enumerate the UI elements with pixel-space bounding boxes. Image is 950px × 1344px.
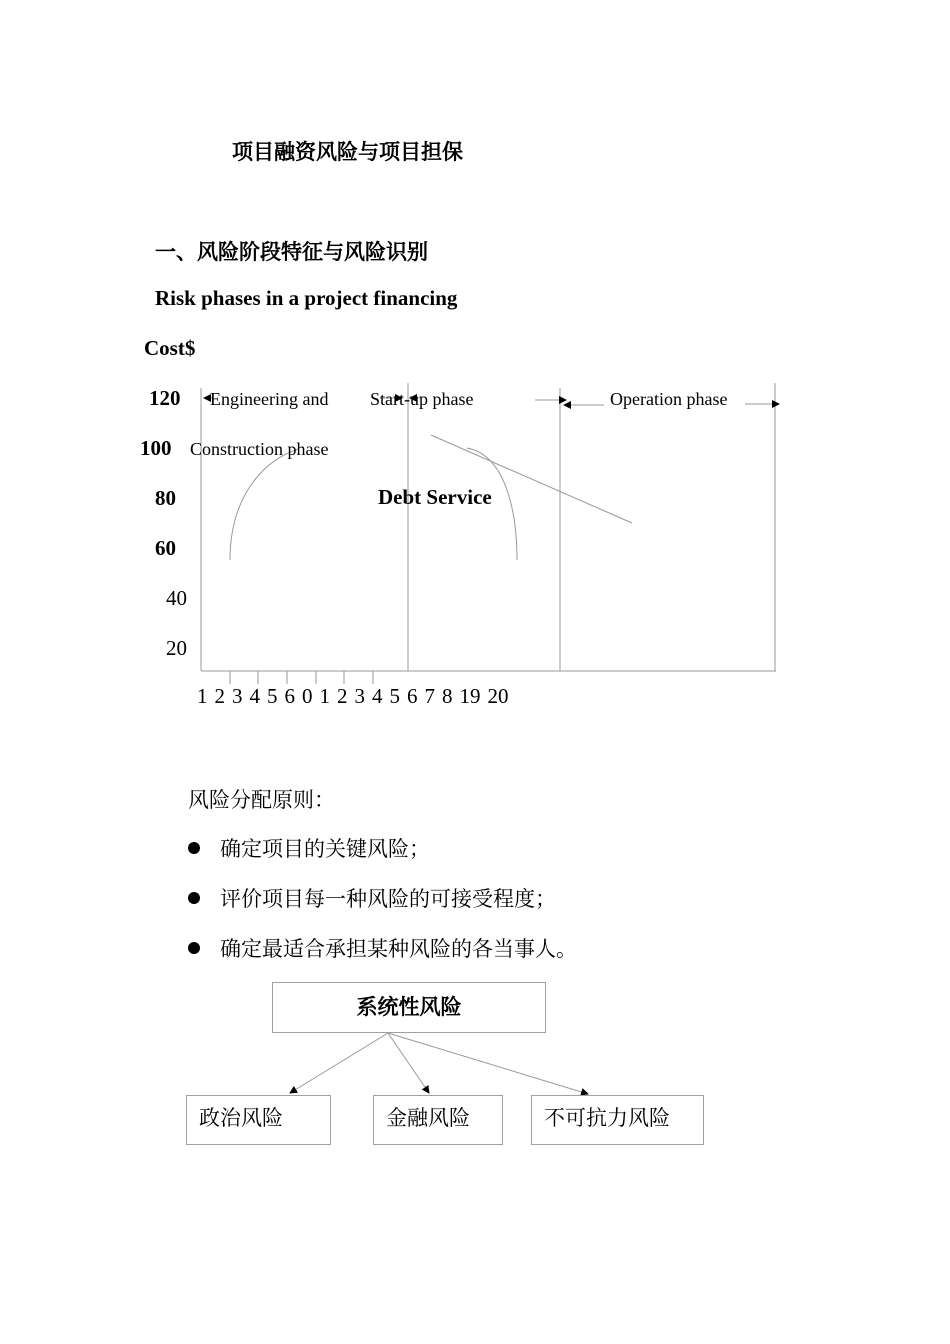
risk-root-label: 系统性风险 (356, 994, 462, 1019)
section-heading: 一、风险阶段特征与风险识别 (155, 239, 428, 264)
x-tick-marks (230, 671, 373, 684)
principle-item (188, 933, 577, 963)
x-tick: 0 (302, 684, 313, 708)
construction-cost-curve (230, 449, 298, 560)
x-tick: 2 (214, 684, 225, 708)
x-tick-labels (197, 684, 516, 709)
risk-child-force-majeure (531, 1095, 704, 1145)
phase-label-startup: Start-up phase (370, 389, 474, 409)
x-tick: 3 (232, 684, 243, 708)
phase-label-operation: Operation phase (610, 389, 728, 409)
principle-item (188, 833, 430, 863)
risk-root-box (272, 982, 546, 1033)
risk-child-label: 不可抗力风险 (544, 1106, 670, 1130)
figure-subtitle: Risk phases in a project financing (155, 286, 458, 310)
bullet-dot-icon (188, 942, 200, 954)
x-tick: 19 (459, 684, 481, 708)
x-tick: 8 (442, 684, 453, 708)
y-tick-120: 120 (149, 386, 181, 410)
document-title: 项目融资风险与项目担保 (232, 139, 463, 164)
risk-child-label: 金融风险 (386, 1106, 470, 1130)
risk-child-financial (373, 1095, 503, 1145)
x-tick: 5 (389, 684, 400, 708)
principle-text: 确定项目的关键风险； (220, 837, 430, 861)
phase-label-construction: Construction phase (190, 439, 329, 459)
risk-child-label: 政治风险 (199, 1106, 283, 1130)
x-tick: 2 (337, 684, 348, 708)
bullet-dot-icon (188, 892, 200, 904)
y-tick-80: 80 (155, 486, 176, 510)
x-tick: 4 (372, 684, 383, 708)
x-tick: 5 (267, 684, 278, 708)
y-tick-20: 20 (166, 636, 187, 660)
x-tick: 7 (424, 684, 435, 708)
y-axis-label: Cost$ (144, 336, 196, 360)
principle-text: 评价项目每一种风险的可接受程度； (220, 887, 556, 911)
risk-child-political (186, 1095, 331, 1145)
y-tick-60: 60 (155, 536, 176, 560)
x-tick: 20 (487, 684, 509, 708)
x-tick: 6 (284, 684, 295, 708)
x-tick: 4 (249, 684, 260, 708)
principles-heading: 风险分配原则： (188, 788, 335, 812)
principle-text: 确定最适合承担某种风险的各当事人。 (220, 937, 577, 961)
y-tick-100: 100 (140, 436, 172, 460)
phase-label-engineering: Engineering and (210, 389, 329, 409)
y-tick-40: 40 (166, 586, 187, 610)
x-tick: 1 (197, 684, 208, 708)
x-tick: 1 (319, 684, 330, 708)
debt-service-label: Debt Service (378, 485, 492, 509)
x-tick: 6 (407, 684, 418, 708)
bullet-dot-icon (188, 842, 200, 854)
x-tick: 3 (354, 684, 365, 708)
principle-item (188, 883, 556, 913)
